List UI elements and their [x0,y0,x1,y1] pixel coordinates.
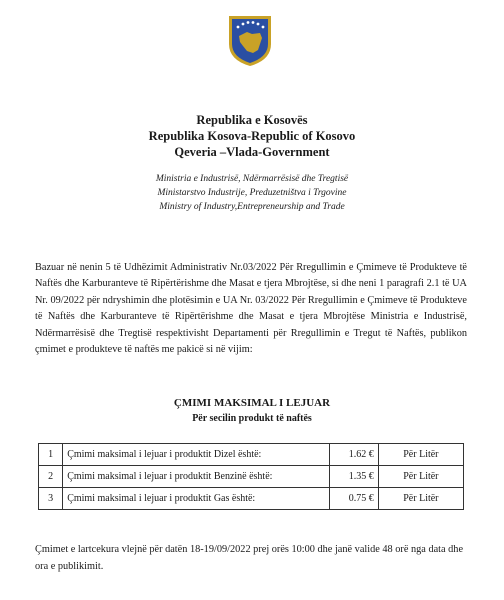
row-number: 3 [39,488,63,510]
table-row [39,444,464,466]
header-government: Qeveria –Vlada-Government [174,145,330,159]
price-value: 0.75 € [330,488,378,510]
ministry-name-albanian: Ministria e Industrisë, Ndërmarrësisë dhe Tregtisë [155,174,349,184]
price-section-subtitle: Për secilin produkt të naftës [192,413,312,424]
announcement-paragraph: Bazuar në nenin 5 të Udhëzimit Administrativ Nr.03/2022 Për Rregullimin e Çmimeve të Produkteve të Naftës dhe Karburanteve të Ripërtërishme dhe Masat e tjera Mbrojtëse, si dhe neni 1 paragrafi 2.1 të UA Nr. 09/2022 për ndryshimin dhe plotësimin e UA Nr. 03/2022 Për Rregullimin e Çmimeve të Produkteve të Naftës dhe Karburanteve të Ripërtërishme dhe Masat e tjera Mbrojtëse Ministria e Industrisë, Ndërmarrësisë dhe Tregtisë respektivisht Departamenti për Rregullimin e Tregut të Naftës, publikon çmimet e produkteve të naftës me pakicë si në vijim: [35,262,467,356]
product-label: Çmimi maksimal i lejuar i produktit Benzinë është: [63,466,330,488]
row-number: 2 [39,466,63,488]
validity-note: Çmimet e lartcekura vlejnë për datën 18-19/09/2022 prej orës 10:00 dhe janë valide 48 orë nga data dhe ora e publikimit. [35,544,464,572]
price-unit: Për Litër [378,444,463,466]
price-section-title: ÇMIMI MAKSIMAL I LEJUAR [173,397,331,409]
header-republic-albanian: Republika e Kosovës [196,113,308,127]
product-label: Çmimi maksimal i lejuar i produktit Gas është: [63,488,330,510]
price-value: 1.62 € [330,444,378,466]
ministry-name-english: Ministry of Industry,Entrepreneurship and Trade [159,202,345,212]
kosovo-coat-of-arms-icon [227,14,273,68]
ministry-name-serbian: Ministarstvo Industrije, Preduzetništva i Trgovine [157,188,347,198]
table-row [39,488,464,510]
header-republic-serbian-english: Republika Kosova-Republic of Kosovo [148,129,356,143]
price-unit: Për Litër [378,488,463,510]
price-value: 1.35 € [330,466,378,488]
price-unit: Për Litër [378,466,463,488]
product-label: Çmimi maksimal i lejuar i produktit Dizel është: [63,444,330,466]
table-row [39,466,464,488]
price-table [38,443,464,510]
row-number: 1 [39,444,63,466]
